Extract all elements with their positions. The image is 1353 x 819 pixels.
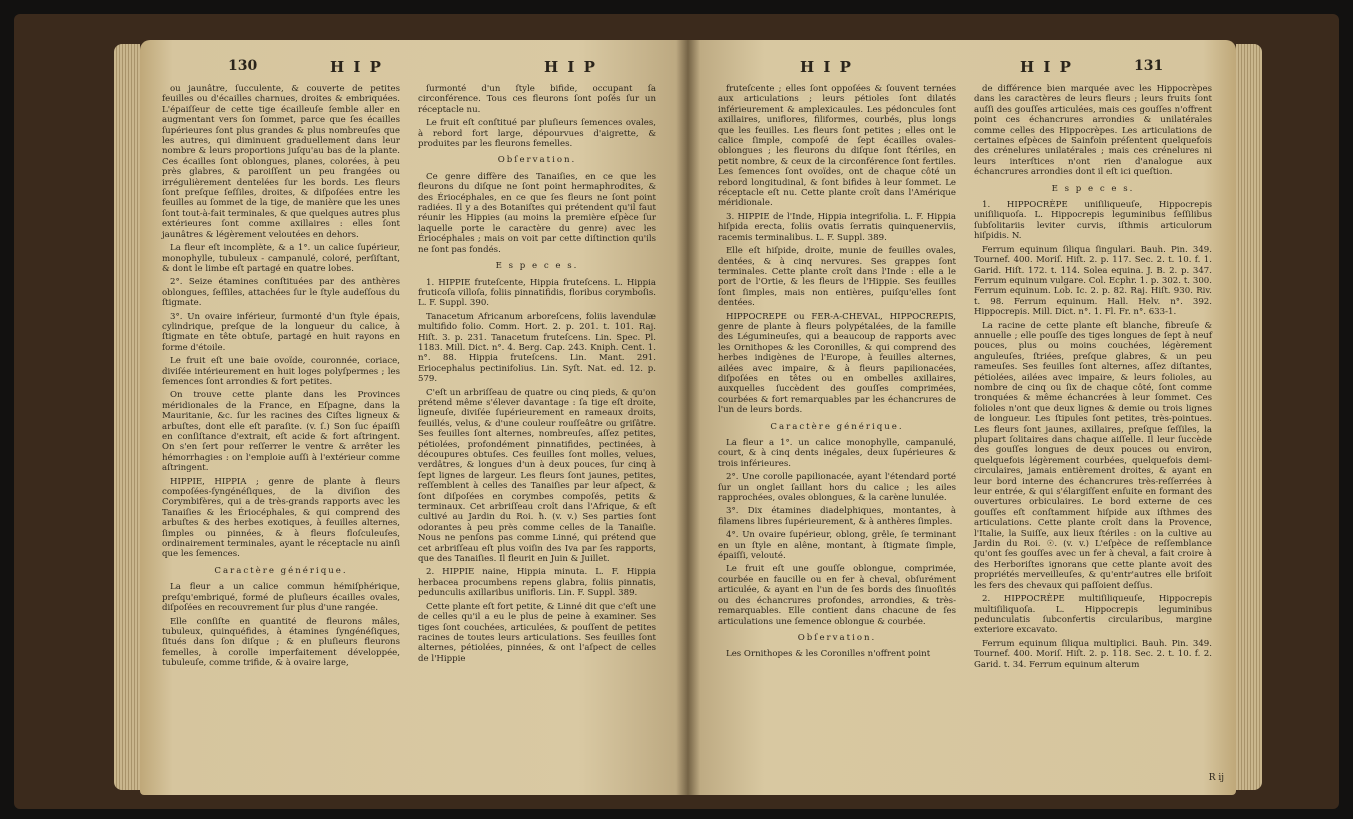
paragraph: 1. HIPPIE fruteſcente, Hippia fruteſcens. L. Hippia fruticoſa villoſa, foliis pinnatifidis, floribus corymboſis. L. F. Suppl. 390.: [418, 277, 656, 309]
paragraph: La fleur a 1°. un calice monophylle, campanulé, court, & à cinq dents inégales, deux ſupérieures & trois inférieures.: [718, 438, 956, 469]
paragraph: On trouve cette plante dans les Provinces méridionales de la France, en Eſpagne, dans la Mauritanie, &c. ſur les racines des Ciſtes ligneux & arbuſtes, dont elle eſt paraſite. (v. ſ.) Son ſuc épaiſſi en conſiſtance d'extrait, eſt acide & fort aſtringent. On s'en ſert pour reſſerrer le ventre & arrêter les hémorrhagies : on l'emploie auſſi à l'extérieur comme aſtringent.: [162, 390, 400, 474]
paragraph: 3. HIPPIE de l'Inde, Hippia integrifolia. L. F. Hippia hiſpida erecta, foliis ovatis ſerratis quinquenerviis, racemis terminalibus. L. F. Suppl. 389.: [718, 211, 956, 243]
paragraph: Ce genre diffère des Tanaiſies, en ce que les fleurons du diſque ne ſont point hermaphrodites, & des Ériocéphales, en ce que ſes fleurs ne ſont point radiées. Il y a des Botaniſtes qui prétendent qu'il faut réunir les Hippies (au moins la première eſpèce ſur laquelle porte le caractère du genre) avec les Ériocéphales ; mais on voit par cette diſtinction qu'ils ne ſont pas fondés.: [418, 171, 656, 255]
paragraph: ſurmonté d'un ſtyle bifide, occupant ſa circonférence. Tous ces fleurons ſont poſés ſur un réceptacle nu.: [418, 84, 656, 115]
paragraph: Elle eſt hiſpide, droite, munie de feuilles ovales, dentées, & à cinq nervures. Ses grappes ſont terminales. Cette plante croît dans l'Inde : elle a le port de l'Ortie, & les fleurs de l'Hippie. Ses feuilles ſont ſimples, mais non entières, puiſqu'elles ſont dentées.: [718, 246, 956, 309]
paragraph: 4°. Un ovaire ſupérieur, oblong, grêle, ſe terminant en un ſtyle en alêne, montant, à ſtigmate ſimple, épaiſſi, velouté.: [718, 530, 956, 562]
running-head: H I P: [800, 58, 853, 76]
paragraph: La fleur eſt incomplète, & a 1°. un calice ſupérieur, monophylle, tubuleux - campanulé, coloré, perſiſtant, & dont le limbe eſt partagé en quatre lobes.: [162, 243, 400, 274]
section-heading: E s p e c e s.: [1051, 183, 1135, 194]
section-heading: Obſervation.: [497, 155, 577, 166]
paragraph: Les Ornithopes & les Coronilles n'offrent point: [726, 649, 931, 660]
running-head: H I P: [330, 58, 383, 76]
paragraph: Ferrum equinum ſiliqua multiplici. Bauh. Pin. 349. Tournef. 400. Moriſ. Hiſt. 2. p. 118. Sec. 2. t. 10. f. 2. Garid. t. 34. Ferrum equinum alterum: [974, 638, 1212, 670]
left-page: [140, 40, 688, 795]
paragraph: HIPPIE, HIPPIA ; genre de plante à fleurs compoſées-ſyngénéſiques, de la diviſion des Corymbifères, qui a de très-grands rapports avec les Tanaiſies & les Ériocéphales, & qui comprend des arbuſtes & des herbes exotiques, à feuilles alternes, ſimples ou pinnées, & à fleurs floſculeuſes, ordinairement terminales, ayant le réceptacle nu ainſi que les ſemences.: [162, 476, 400, 560]
paragraph: fruteſcente ; elles ſont oppoſées & ſouvent ternées aux articulations ; leurs pétioles ſont dilatés inférieurement & amplexicaules. Les pédoncules ſont axillaires, uniflores, filiformes, courbés, plus longs que les feuilles. Les fleurs ſont petites ; elles ont le calice ſimple, compoſé de ſept écailles ovales-oblongues ; les fleurons du diſque ſont ſtériles, en petit nombre, & ceux de la circonférence ſont fertiles. Les ſemences ſont ovoïdes, ont de chaque côté un rebord longitudinal, & ſont bifides à leur ſommet. Le réceptacle eſt nu. Cette plante croît dans l'Amérique méridionale.: [718, 84, 956, 209]
right-page-edges: [1236, 44, 1262, 790]
signature-mark: R ij: [1208, 773, 1224, 783]
paragraph: ou jaunâtre, ſucculente, & couverte de petites feuilles ou d'écailles charnues, droites & embriquées. L'épaiſſeur de cette tige écailleuſe ſemble aller en augmentant vers ſon ſommet, parce que ſes écailles ſupérieures ſont plus grandes & plus nombreuſes que les autres, qui diminuent graduellement dans leur nombre & leurs proportions juſqu'au bas de la plante. Ces écailles ſont oblongues, planes, colorées, à peu près glabres, & paroiſſent un peu frangées ou irrégulièrement dentelées ſur les bords. Les fleurs ſont preſque ſeſſiles, droites, & diſpoſées entre les feuilles au ſommet de la tige, de manière que les unes ſont tout-à-fait terminales, & que quelques autres plus extérieures ſont comme axillaires : elles ſont jaunâtres & légèrement veloutées en dehors.: [162, 84, 400, 240]
book-gutter: [676, 40, 700, 795]
section-heading: E s p e c e s.: [495, 261, 579, 272]
paragraph: La fleur a un calice commun hémiſphérique, preſqu'embriqué, formé de pluſieurs écailles ovales, diſpoſées en recouvrement ſur plus d'une rangée.: [162, 582, 400, 614]
paragraph: 2. HIPPOCRÈPE multiſiliqueuſe, Hippocrepis multiſiliquoſa. L. Hippocrepis leguminibus pedunculatis ſubconfertis circularibus, margine exteriore excavato.: [974, 594, 1212, 636]
right-page: [688, 40, 1236, 795]
section-heading: Obſervation.: [797, 632, 877, 643]
running-head: H I P: [1020, 58, 1073, 76]
left-column: [718, 84, 956, 663]
paragraph: 2°. Seize étamines conſtituées par des anthères oblongues, ſeſſiles, attachées ſur le ſtyle audeſſous du ſtigmate.: [162, 277, 400, 309]
running-head: H I P: [544, 58, 597, 76]
paragraph: Le fruit eſt une baie ovoïde, couronnée, coriace, diviſée intérieurement en huit loges polyſpermes ; les ſemences ſont arrondies & fort petites.: [162, 356, 400, 387]
paragraph: 3°. Dix étamines diadelphiques, montantes, à filamens libres ſupérieurement, & à anthères ſimples.: [718, 506, 956, 527]
paragraph: HIPPOCREPE ou FER-A-CHEVAL, HIPPOCREPIS, genre de plante à fleurs polypétalées, de la famille des Légumineuſes, qui a beaucoup de rapports avec les Ornithopes & les Coronilles, & qui comprend des herbes indigènes de l'Europe, à feuilles alternes, ailées avec impaire, & à fleurs papilionacées, diſpoſées en têtes ou en ombelles axillaires, auxquelles ſuccèdent des gouſſes comprimées, courbées & fort remarquables par les échancrures de l'un de leurs bords.: [718, 311, 956, 416]
paragraph: Elle conſiſte en quantité de fleurons mâles, tubuleux, quinquéfides, à étamines ſyngénéſiques, ſitués dans ſon diſque ; & en pluſieurs fleurons femelles, à corolle imperfaitement développée, tubuleuſe, comme trifide, & à ovaire large,: [162, 616, 400, 669]
page-number: 131: [1134, 58, 1164, 74]
page-number: 130: [228, 58, 258, 74]
paragraph: C'eſt un arbriſſeau de quatre ou cinq pieds, & qu'on prétend même s'élever davantage : ſa tige eſt droite, ligneuſe, diviſée ſupérieurement en rameaux droits, feuillés, velus, & d'une couleur rouſſeâtre ou griſâtre. Ses feuilles ſont alternes, nombreuſes, aſſez petites, pétiolées, profondément pinnatifides, pectinées, à découpures obtuſes. Ces feuilles ſont molles, velues, verdâtres, & longues d'un à deux pouces, ſur cinq à ſept lignes de largeur. Les fleurs ſont jaunes, petites, reſſemblent à celles des Tanaiſies par leur aſpect, & ſont diſpoſées en corymbes compoſés, petits & terminaux. Cet arbriſſeau croît dans l'Afrique, & eſt cultivé au Jardin du Roi. ħ. (v. v.) Ses parties ſont odorantes à peu près comme celles de la Tanaiſie. Nous ne penſons pas comme Linné, qui prétend que cet arbriſſeau eſt plus voiſin des Iva par ſes rapports, que des Tanaiſies. Il fleurit en Juin & Juillet.: [418, 387, 656, 565]
right-column: [418, 84, 656, 667]
paragraph: Tanacetum Africanum arboreſcens, foliis lavendulæ multifido folio. Comm. Hort. 2. p. 201. t. 101. Raj. Hiſt. 3. p. 231. Tanacetum fruteſcens. Lin. Spec. Pl. 1183. Mill. Dict. n°. 4. Berg. Cap. 243. Kniph. Cent. 1. n°. 88. Hippia fruteſcens. Lin. Mant. 291. Eriocephalus pectinifolius. Lin. Syſt. Nat. ed. 12. p. 579.: [418, 311, 656, 385]
paragraph: 2. HIPPIE naine, Hippia minuta. L. F. Hippia herbacea procumbens repens glabra, foliis pinnatis, pedunculis axillaribus unifloris. Lin. F. Suppl. 389.: [418, 567, 656, 599]
paragraph: Le fruit eſt une gouſſe oblongue, comprimée, courbée en faucille ou en fer à cheval, obſurément articulée, & ayant en l'un de ſes bords des ſinuoſités ou des échancrures profondes, arrondies, & très-remarquables. Elle contient dans chacune de ſes articulations une ſemence oblongue & courbée.: [718, 564, 956, 627]
left-page-edges: [114, 44, 140, 790]
paragraph: Ferrum equinum ſiliqua ſingulari. Bauh. Pin. 349. Tournef. 400. Moriſ. Hiſt. 2. p. 117. Sec. 2. t. 10. f. 1. Garid. Hiſt. 172. t. 114. Solea equina. J. B. 2. p. 347. Ferrum equinum vulgare. Col. Ecphr. 1. p. 302. t. 300. Ferrum equinum. Lob. Ic. 2. p. 82. Raj. Hiſt. 930. Riv. t. 98. Ferrum equinum. Hall. Helv. n°. 392. Hippocrepis. Mill. Dict. n°. 1. Fl. Fr. n°. 633-1.: [974, 244, 1212, 318]
right-column: [974, 84, 1212, 673]
section-heading: Caractère générique.: [770, 421, 904, 432]
paragraph: 2°. Une corolle papilionacée, ayant l'étendard porté ſur un onglet ſaillant hors du calice ; les ailes rapprochées, ovales oblongues, & la carène lunulée.: [718, 472, 956, 504]
paragraph: Le fruit eſt conſtitué par pluſieurs ſemences ovales, à rebord fort large, dépourvues d'aigrette, & produites par les fleurons femelles.: [418, 118, 656, 150]
paragraph: de différence bien marquée avec les Hippocrèpes dans les caractères de leurs fleurs ; leurs fruits ſont auſſi des gouſſes articulées, mais ces gouſſes n'offrent point ces échancrures arrondies & unilatérales comme celles des Hippocrèpes. Les articulations de certaines eſpèces de Sainfoin préſentent quelquefois des crénelures unilatérales ; mais ces crénelures ni leurs interſtices n'ont rien d'analogue aux échancrures arrondies dont il eſt ici queſtion.: [974, 84, 1212, 178]
paragraph: 1. HIPPOCRÈPE uniſiliqueuſe, Hippocrepis uniſiliquoſa. L. Hippocrepis leguminibus ſeſſilibus ſubſolitariis leviter curvis, iſthmis articulorum hiſpidis. N.: [974, 200, 1212, 242]
section-heading: Caractère générique.: [214, 565, 348, 576]
left-column: [162, 84, 400, 672]
paragraph: Cette plante eſt fort petite, & Linné dit que c'eſt une de celles qu'il a eu le plus de peine à examiner. Ses tiges ſont couchées, articulées, & pouſſent de petites racines de toutes leurs articulations. Ses feuilles ſont alternes, pétiolées, pinnées, & ont l'aſpect de celles de l'Hippie: [418, 601, 656, 664]
paragraph: La racine de cette plante eſt blanche, fibreuſe & annuelle ; elle pouſſe des tiges longues de ſept à neuf pouces, plus ou moins couchées, légèrement anguleuſes, ſtriées, preſque glabres, & un peu rameuſes. Ses feuilles ſont alternes, aſſez diſtantes, pétiolées, ailées avec impaire, & leurs folioles, au nombre de cinq ou ſix de chaque côté, ſont comme tronquées & même échancrées à leur ſommet. Ces folioles n'ont que deux lignes & demie ou trois lignes de longueur. Les ſtipules ſont petites, très-pointues. Les fleurs ſont jaunes, axillaires, preſque ſeſſiles, la plupart ſolitaires dans chaque aiſſelle. Il leur ſuccède des gouſſes longues de deux pouces ou environ, quelquefois légèrement courbées, quelquefois demi-circulaires, jamais entièrement droites, & ayant en leur bord interne des échancrures très-reſſerrées à leur entrée, & qui s'élargiſſent enſuite en formant des ouvertures orbiculaires. Le bord externe de ces gouſſes eſt conſtamment hiſpide aux iſthmes des articulations. Cette plante croît dans la Provence, l'Italie, la Suiſſe, aux lieux ſtériles : on la cultive au Jardin du Roi. ☉. (v. v.) L'eſpèce de reſſemblance qu'ont ſes gouſſes avec un fer à cheval, a fait croire à des Herboriſtes ignorans que cette plante avoit des propriétés merveilleuſes, & qu'entr'autres elle briſoit les fers des chevaux qui paſſoient deſſus.: [974, 320, 1212, 591]
paragraph: 3°. Un ovaire inférieur, ſurmonté d'un ſtyle épais, cylindrique, preſque de la longueur du calice, à ſtigmate en tête obtuſe, partagé en huit rayons en forme d'étoile.: [162, 311, 400, 353]
